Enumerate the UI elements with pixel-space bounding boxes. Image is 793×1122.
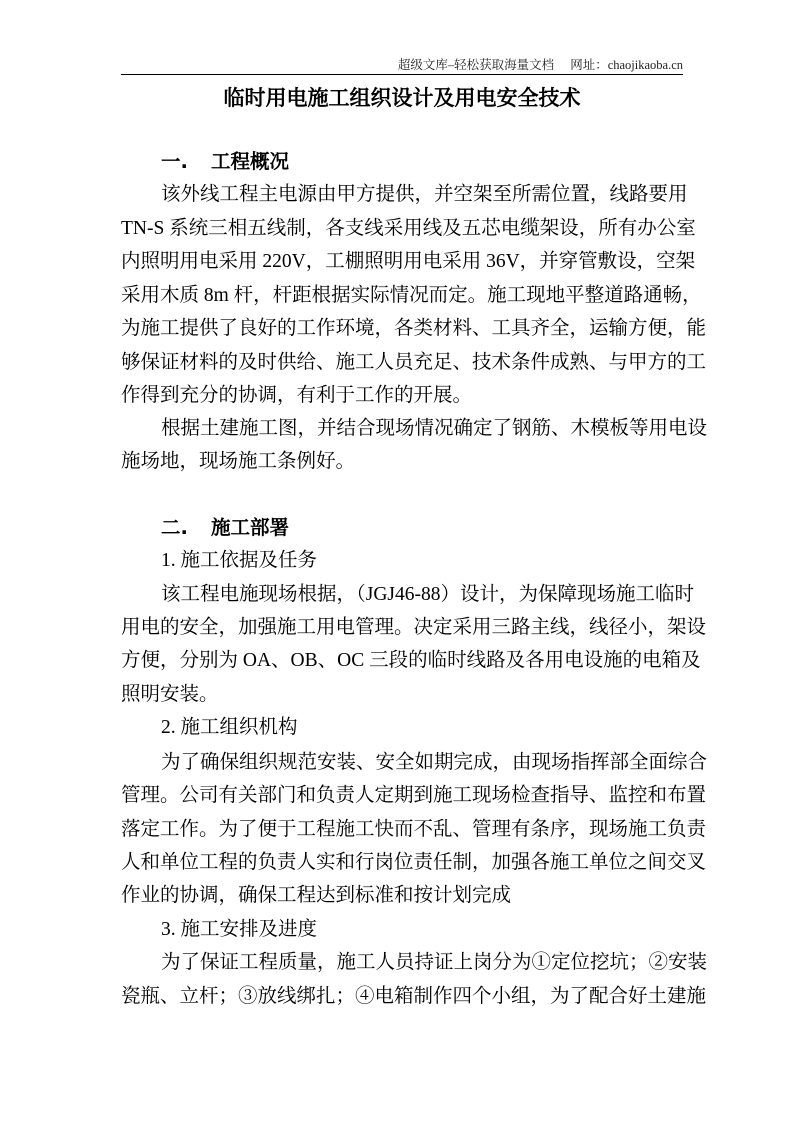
paragraph-line: 方便，分别为 OA、OB、OC 三段的临时线路及各用电设施的电箱及 bbox=[121, 650, 701, 671]
paragraph-line: 该外线工程主电源由甲方提供，并空架至所需位置，线路要用 bbox=[161, 184, 688, 205]
paragraph-line: 管理。公司有关部门和负责人定期到施工现场检查指导、监控和布置 bbox=[121, 785, 707, 806]
section-number: 二. bbox=[161, 516, 188, 539]
paragraph-line: 落定工作。为了便于工程施工快而不乱、管理有条序，现场施工负责 bbox=[121, 819, 707, 840]
paragraph-line: 采用木质 8m 杆，杆距根据实际情况而定。施工现地平整道路通畅， bbox=[121, 285, 702, 306]
paragraph-line: 作业的协调，确保工程达到标准和按计划完成 bbox=[121, 885, 512, 906]
subsection-heading: 3. 施工安排及进度 bbox=[161, 919, 318, 940]
paragraph-line: 作得到充分的协调，有利于工作的开展。 bbox=[121, 385, 473, 406]
paragraph-line: 够保证材料的及时供给、施工人员充足、技术条件成熟、与甲方的工 bbox=[121, 352, 707, 373]
document-title: 临时用电施工组织设计及用电安全技术 bbox=[223, 86, 581, 110]
paragraph-line: 照明安装。 bbox=[121, 684, 219, 705]
paragraph-line: 瓷瓶、立杆；③放线绑扎；④电箱制作四个小组，为了配合好土建施 bbox=[121, 986, 707, 1007]
subsection-heading: 2. 施工组织机构 bbox=[161, 717, 298, 738]
paragraph-line: 为了确保组织规范安装、安全如期完成，由现场指挥部全面综合 bbox=[161, 752, 708, 773]
paragraph-line: 该工程电施现场根据，（JGJ46-88）设计，为保障现场施工临时 bbox=[161, 584, 695, 605]
paragraph-line: 为施工提供了良好的工作环境，各类材料、工具齐全，运输方便，能 bbox=[121, 318, 707, 339]
section-heading bbox=[161, 145, 289, 179]
paragraph-line: 内照明用电采用 220V，工棚照明用电采用 36V，并穿管敷设，空架 bbox=[121, 251, 696, 272]
section-title: 工程概况 bbox=[211, 150, 290, 173]
header-url: 网址：chaojikaoba.cn bbox=[570, 58, 683, 72]
section-heading bbox=[161, 511, 289, 545]
paragraph-line: 施场地，现场施工条例好。 bbox=[121, 451, 356, 472]
paragraph-line: 根据土建施工图，并结合现场情况确定了钢筋、木模板等用电设 bbox=[161, 418, 708, 439]
header-site-name: 超级文库–轻松获取海量文档 bbox=[397, 58, 555, 72]
paragraph-line: 人和单位工程的负责人实和行岗位责任制，加强各施工单位之间交叉 bbox=[121, 852, 707, 873]
paragraph-line: 用电的安全，加强施工用电管理。决定采用三路主线，线径小，架设 bbox=[121, 617, 707, 638]
paragraph-line: 为了保证工程质量，施工人员持证上岗分为①定位挖坑；②安装 bbox=[161, 952, 708, 973]
paragraph-line: TN-S 系统三相五线制，各支线采用线及五芯电缆架设，所有办公室 bbox=[121, 218, 696, 239]
section-title: 施工部署 bbox=[211, 516, 290, 539]
section-number: 一. bbox=[161, 150, 188, 173]
subsection-heading: 1. 施工依据及任务 bbox=[161, 550, 318, 571]
header-rule bbox=[121, 74, 683, 75]
page-header bbox=[398, 55, 683, 73]
